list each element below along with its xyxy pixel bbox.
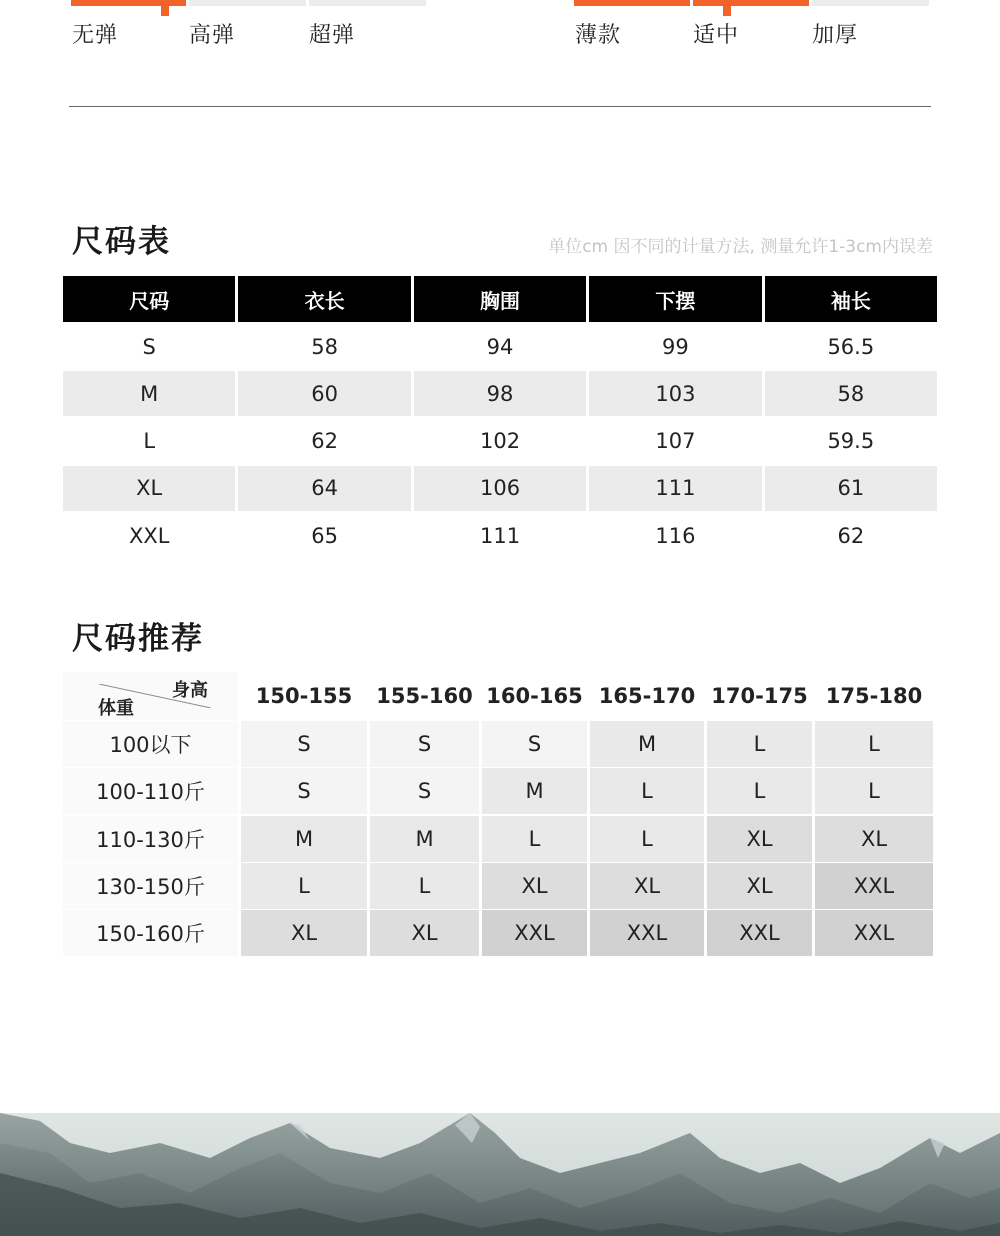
size-label: L [143, 429, 156, 454]
table-cell: 106 [414, 466, 586, 511]
recommended-size-cell: XL [815, 816, 933, 862]
recommended-size-cell: L [815, 768, 933, 814]
recommendation-header-row [63, 672, 933, 720]
table-cell: 94 [486, 334, 514, 359]
table-row [63, 370, 937, 417]
table-cell: 102 [479, 429, 521, 454]
size-chart-header-row [63, 276, 937, 323]
column-header: 袖长 [765, 276, 937, 322]
recommended-size-cell: XXL [590, 910, 704, 956]
table-cell: 98 [414, 371, 586, 416]
size-label: M [63, 371, 235, 416]
height-header: 155-160 [370, 672, 479, 720]
recommended-size-cell: XL [707, 863, 812, 909]
recommended-size-cell: XL [370, 910, 479, 956]
thickness-option-thick: 加厚 [812, 23, 859, 48]
thickness-option-thin: 薄款 [575, 23, 622, 48]
table-cell: 62 [837, 523, 865, 548]
recommended-size-cell: S [370, 768, 479, 814]
recommended-size-cell: L [815, 721, 933, 767]
elasticity-option-none: 无弹 [72, 23, 119, 48]
recommended-size-cell: L [241, 863, 367, 909]
recommended-size-cell: L [590, 768, 704, 814]
height-header: 170-175 [707, 672, 812, 720]
table-cell: 58 [311, 334, 338, 359]
table-cell: 64 [238, 466, 410, 511]
thickness-track-filled [693, 0, 809, 6]
thickness-marker [723, 0, 731, 16]
thickness-track [812, 0, 929, 6]
recommended-size-cell: L [370, 863, 479, 909]
elasticity-marker [161, 0, 169, 16]
corner-height-label: 身高 [172, 680, 208, 701]
thickness-option-medium: 适中 [693, 23, 740, 48]
mountain-photo [0, 1113, 1000, 1236]
size-label: S [142, 334, 156, 359]
recommended-size-cell: XXL [482, 910, 587, 956]
table-row [63, 323, 937, 370]
table-cell: 62 [311, 429, 338, 454]
recommended-size-cell: L [707, 768, 812, 814]
weight-label: 110-130斤 [63, 816, 238, 862]
recommended-size-cell: XL [590, 863, 704, 909]
thickness-track-filled [574, 0, 690, 6]
corner-weight-label: 体重 [98, 698, 134, 719]
recommended-size-cell: L [707, 721, 812, 767]
weight-label: 100以下 [63, 721, 238, 767]
column-header: 胸围 [414, 276, 586, 322]
size-chart-title: 尺码表 [72, 224, 171, 260]
recommended-size-cell: XL [241, 910, 367, 956]
weight-label: 150-160斤 [63, 910, 238, 956]
recommended-size-cell: L [482, 816, 587, 862]
column-header: 下摆 [589, 276, 761, 322]
table-cell: 58 [765, 371, 937, 416]
recommended-size-cell: XL [482, 863, 587, 909]
table-cell: 59.5 [827, 429, 875, 454]
height-header: 150-155 [241, 672, 367, 720]
size-label: XL [63, 466, 235, 511]
section-divider [69, 106, 931, 107]
measurement-note: 单位cm 因不同的计量方法, 测量允许1-3cm内误差 [548, 237, 933, 257]
recommended-size-cell: M [370, 816, 479, 862]
table-cell: 116 [655, 523, 696, 548]
corner-cell [63, 672, 238, 720]
recommended-size-cell: XXL [815, 910, 933, 956]
size-label: XXL [128, 523, 170, 548]
table-row [63, 418, 937, 465]
recommendation-row [63, 862, 933, 909]
table-row [63, 465, 937, 512]
recommendation-row [63, 720, 933, 767]
elasticity-option-super: 超弹 [309, 23, 356, 48]
recommendation-row [63, 815, 933, 862]
table-cell: 111 [479, 523, 521, 548]
table-cell: 61 [765, 466, 937, 511]
elasticity-track [189, 0, 306, 6]
recommended-size-cell: XXL [815, 863, 933, 909]
recommended-size-cell: S [241, 768, 367, 814]
table-cell: 56.5 [827, 334, 875, 359]
table-cell: 60 [238, 371, 410, 416]
height-header: 160-165 [482, 672, 587, 720]
table-row [63, 512, 937, 559]
recommended-size-cell: M [241, 816, 367, 862]
recommended-size-cell: S [241, 721, 367, 767]
table-cell: 99 [662, 334, 689, 359]
recommended-size-cell: M [482, 768, 587, 814]
weight-label: 130-150斤 [63, 863, 238, 909]
table-cell: 107 [655, 429, 696, 454]
weight-label: 100-110斤 [63, 768, 238, 814]
table-cell: 103 [589, 371, 761, 416]
recommended-size-cell: XL [707, 816, 812, 862]
elasticity-option-high: 高弹 [189, 23, 236, 48]
table-cell: 111 [589, 466, 761, 511]
recommended-size-cell: S [370, 721, 479, 767]
column-header: 尺码 [63, 276, 235, 322]
size-chart-table [63, 276, 937, 559]
recommendation-row [63, 909, 933, 956]
recommendation-row [63, 767, 933, 814]
height-header: 175-180 [815, 672, 933, 720]
size-recommendation-title: 尺码推荐 [72, 621, 204, 657]
mountain-landscape-image [0, 1113, 1000, 1236]
recommended-size-cell: L [590, 816, 704, 862]
height-header: 165-170 [590, 672, 704, 720]
column-header: 衣长 [238, 276, 410, 322]
recommended-size-cell: S [482, 721, 587, 767]
recommended-size-cell: XXL [707, 910, 812, 956]
elasticity-track [309, 0, 426, 6]
size-recommendation-table [63, 672, 933, 956]
table-cell: 65 [311, 523, 338, 548]
recommended-size-cell: M [590, 721, 704, 767]
